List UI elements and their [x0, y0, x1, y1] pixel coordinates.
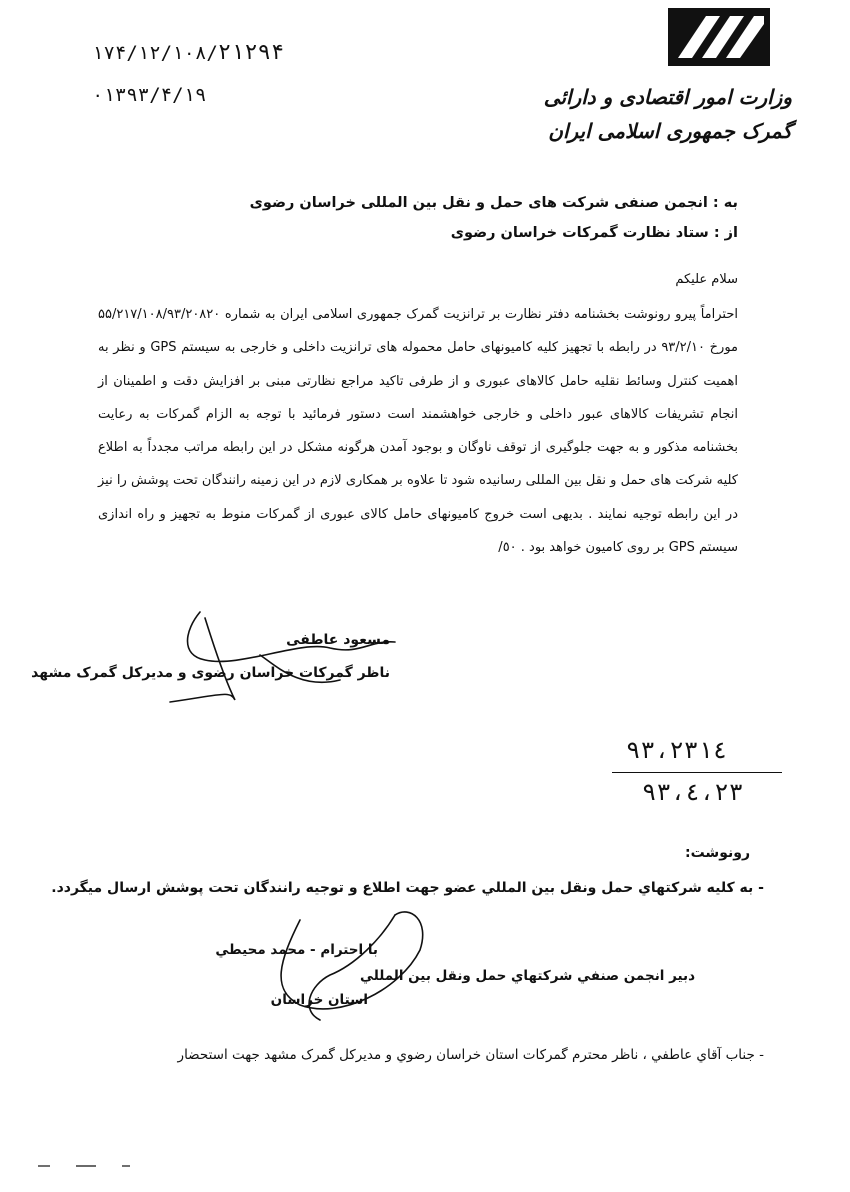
customs-logo-icon — [668, 8, 770, 66]
sender-line: از : ستاد نظارت گمرکات خراسان رضوی — [450, 225, 738, 241]
ministry-line-2: گمرک جمهوری اسلامی ایران — [548, 119, 792, 143]
greeting: سلام علیکم — [675, 272, 738, 287]
signatory-title: ناظر گمرکات خراسان رضوی و مدیرکل گمرک مشهد — [31, 665, 390, 681]
registration-stamp — [612, 736, 782, 812]
recipient-line: به : انجمن صنفی شرکت های حمل و نقل بین المللی خراسان رضوی — [249, 195, 738, 211]
copy-line-members: - به کلیه شرکتهاي حمل ونقل بین المللي عضو جهت اطلاع و توجیه رانندگان تحت پوشش ارسال میگردد. — [51, 880, 764, 896]
body-paragraph: احتراماً پیرو رونوشت بخشنامه دفتر نظارت بر ترانزیت گمرک جمهوری اسلامی ایران به شماره ۵۵/۲۱۷/۱۰۸/۹۳/۲۰۸۲۰ مورخ ۹۳/۲/۱۰ در رابطه با تجهیز کلیه کامیونهای حامل محموله های ترانزیت داخلی و خارجی به سیستم GPS و نظر به اهمیت کنترل وسائط نقلیه حامل کالاهای عبوری و از طرفی تاکید مراجع نظارتی مبنی بر افزایش دقت و اطمینان از انجام تشریفات کالاهای عبور داخلی و خارجی خواهشمند است دستور فرمائید با توجه به الزام گمرکات به رعایت بخشنامه مذکور و به جهت جلوگیری از توقف ناوگان و بوجود آمدن هرگونه مشکل در این رابطه مراتب مجدداً به اطلاع کلیه شرکت های حمل و نقل بین المللی رسانیده شود تا علاوه بر همکاری لازم در این زمینه رانندگان تحت پوشش را نیز در این رابطه توجیه نمایند . بدیهی است خروج کامیونهای حامل کالای عبوری از گمرکات منوط به تجهیز و راه اندازی سیستم GPS بر روی کامیون خواهد بود . ٥٠/ — [98, 307, 739, 556]
registration-number: ۹۳،۲۳۱٤ — [626, 736, 728, 764]
letter-number-printed: ۱۷۴/۱۲/۱۰۸/ — [92, 42, 218, 64]
registration-date: ۹۳،٤،۲۳ — [642, 778, 744, 806]
copy-secretary-title: دبیر انجمن صنفي شرکتهاي حمل ونقل بین المللي — [360, 968, 695, 984]
copy-label: رونوشت: — [685, 845, 750, 861]
copy-regards: با احترام - محمد محیطي — [215, 942, 378, 958]
addressing-block — [218, 188, 738, 248]
letter-number-handwritten: ۲۱۲۹۴ — [217, 40, 285, 65]
letter-number — [92, 40, 284, 65]
registration-divider — [612, 772, 782, 773]
signatory-name: مسعود عاطفی — [286, 632, 390, 648]
ministry-header — [543, 80, 792, 148]
letter-date: ۰۱۳۹۳/۴/۱۹ — [92, 84, 207, 106]
signature-atefi-stroke-2 — [170, 618, 235, 702]
copy-province: استان خراسان — [270, 992, 368, 1008]
letter-body — [98, 298, 738, 564]
copy-line-ateft: - جناب آقاي عاطفي ، ناظر محترم گمرکات استان خراسان رضوي و مدیرکل گمرک مشهد جهت استحضار — [177, 1047, 764, 1063]
ministry-line-1: وزارت امور اقتصادی و دارائی — [543, 85, 792, 109]
